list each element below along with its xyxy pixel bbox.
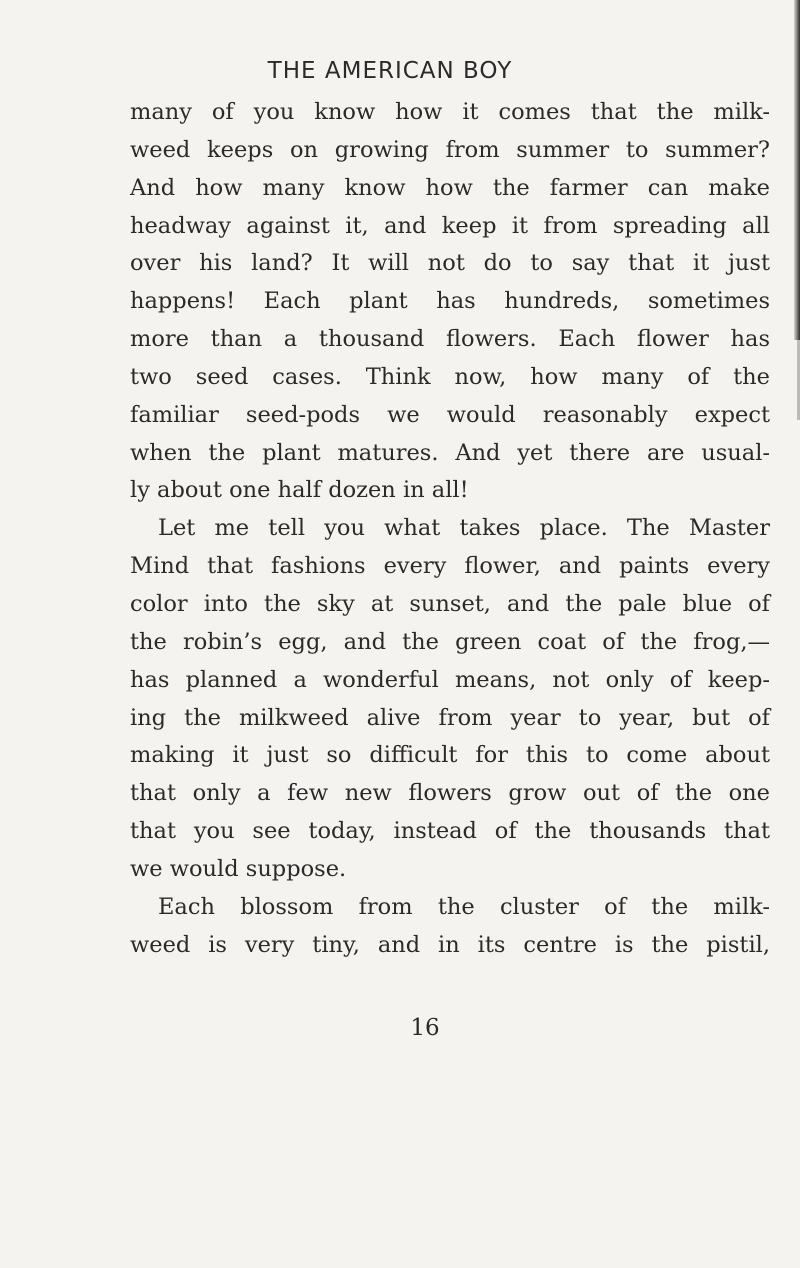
text-line: color into the sky at sunset, and the pale blue of — [130, 590, 770, 617]
page-number: 16 — [410, 1015, 440, 1041]
text-line: that you see today, instead of the thousands that — [130, 818, 770, 845]
running-head: THE AMERICAN BOY — [267, 58, 513, 84]
text-line: And how many know how the farmer can make — [130, 174, 770, 201]
text-line: the robin’s egg, and the green coat of the frog,— — [130, 628, 770, 655]
text-line-paragraph-start: Each blossom from the cluster of the milk- — [158, 893, 770, 920]
text-line: when the plant matures. And yet there are usual- — [130, 439, 770, 466]
body-text — [130, 94, 770, 964]
page-edge-shadow — [794, 0, 800, 340]
text-line: making it just so difficult for this to come about — [130, 742, 770, 769]
text-line: over his land? It will not do to say that it just — [130, 250, 770, 277]
text-line: ing the milkweed alive from year to year, but of — [130, 704, 770, 731]
text-line: Mind that fashions every flower, and paints every — [130, 553, 770, 580]
text-line: that only a few new flowers grow out of the one — [130, 780, 770, 807]
text-line: familiar seed-pods we would reasonably expect — [130, 401, 770, 428]
text-line: weed is very tiny, and in its centre is the pistil, — [130, 931, 770, 958]
text-line-paragraph-end: we would suppose. — [130, 855, 347, 882]
text-line: two seed cases. Think now, how many of the — [130, 363, 770, 390]
text-line: headway against it, and keep it from spreading all — [130, 212, 770, 239]
text-line: happens! Each plant has hundreds, sometimes — [130, 288, 770, 315]
text-line-paragraph-start: Let me tell you what takes place. The Master — [158, 515, 770, 542]
text-line: weed keeps on growing from summer to summer? — [130, 136, 770, 163]
text-line: has planned a wonderful means, not only of keep- — [130, 666, 770, 693]
text-line: many of you know how it comes that the milk- — [130, 99, 770, 125]
text-line: more than a thousand flowers. Each flower has — [130, 326, 770, 353]
text-line-paragraph-end: ly about one half dozen in all! — [130, 477, 469, 504]
